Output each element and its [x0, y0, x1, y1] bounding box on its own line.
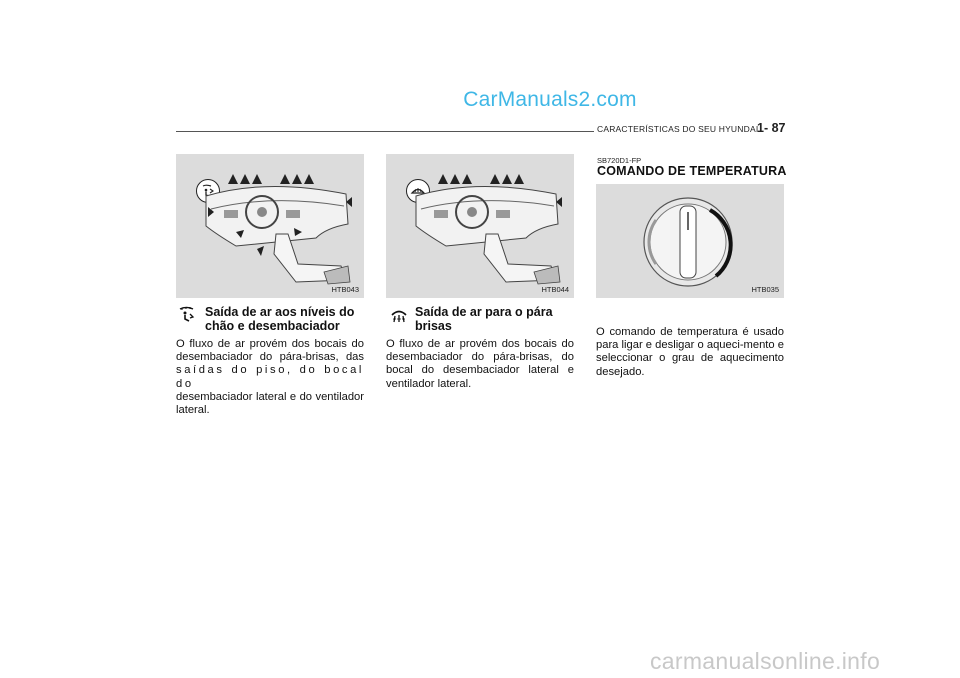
floor-defrost-mode-icon	[178, 306, 196, 324]
text-line: ventilador lateral.	[386, 377, 472, 390]
text-line: lateral.	[176, 404, 210, 417]
windshield-defrost-icon	[390, 306, 408, 324]
figure-code: HTB044	[541, 285, 569, 294]
heading-line: brisas	[415, 319, 452, 333]
dashboard-illustration	[176, 154, 364, 298]
body-text-windshield	[386, 338, 574, 391]
figure-temperature-knob	[596, 184, 784, 298]
watermark-top: CarManuals2.com	[463, 88, 637, 111]
text-line: O fluxo de ar provém dos bocais do	[176, 338, 364, 350]
text-line: bocal do desembaciador lateral e	[386, 364, 574, 377]
figure-floor-defrost	[176, 154, 364, 298]
section-title: COMANDO DE TEMPERATURA	[597, 164, 787, 178]
body-text-floor-defrost	[176, 338, 364, 417]
heading-line: Saída de ar aos níveis do	[205, 305, 355, 319]
figure-code: HTB035	[751, 285, 779, 294]
section-heading-floor-defrost	[205, 305, 354, 333]
header-title: CARACTERÍSTICAS DO SEU HYUNDAI	[597, 124, 759, 134]
heading-line: chão e desembaciador	[205, 319, 340, 333]
heading-line: Saída de ar para o pára	[415, 305, 553, 319]
text-line: para ligar e desligar o aqueci-mento e	[596, 339, 784, 352]
page-number: 1- 87	[757, 121, 786, 135]
watermark-bottom: carmanualsonline.info	[650, 648, 881, 674]
text-line: seleccionar o grau de aquecimento	[596, 352, 784, 365]
text-line: O comando de temperatura é usado	[596, 326, 784, 338]
dashboard-illustration	[386, 154, 574, 298]
text-line: saídas do piso, do bocal do	[176, 364, 364, 390]
body-text-temperature	[596, 326, 784, 379]
text-line: O fluxo de ar provém dos bocais do	[386, 338, 574, 350]
text-line: desembaciador do pára-brisas, das	[176, 351, 364, 364]
text-line: desejado.	[596, 365, 645, 378]
text-line: desembaciador lateral e do ventilador	[176, 390, 364, 403]
header-rule	[176, 131, 594, 132]
section-code: SB720D1-FP	[597, 156, 642, 165]
temperature-knob-illustration	[596, 184, 784, 298]
figure-windshield-defrost	[386, 154, 574, 298]
text-line: desembaciador do pára-brisas, do	[386, 351, 574, 364]
figure-code: HTB043	[331, 285, 359, 294]
section-heading-windshield	[415, 305, 553, 333]
